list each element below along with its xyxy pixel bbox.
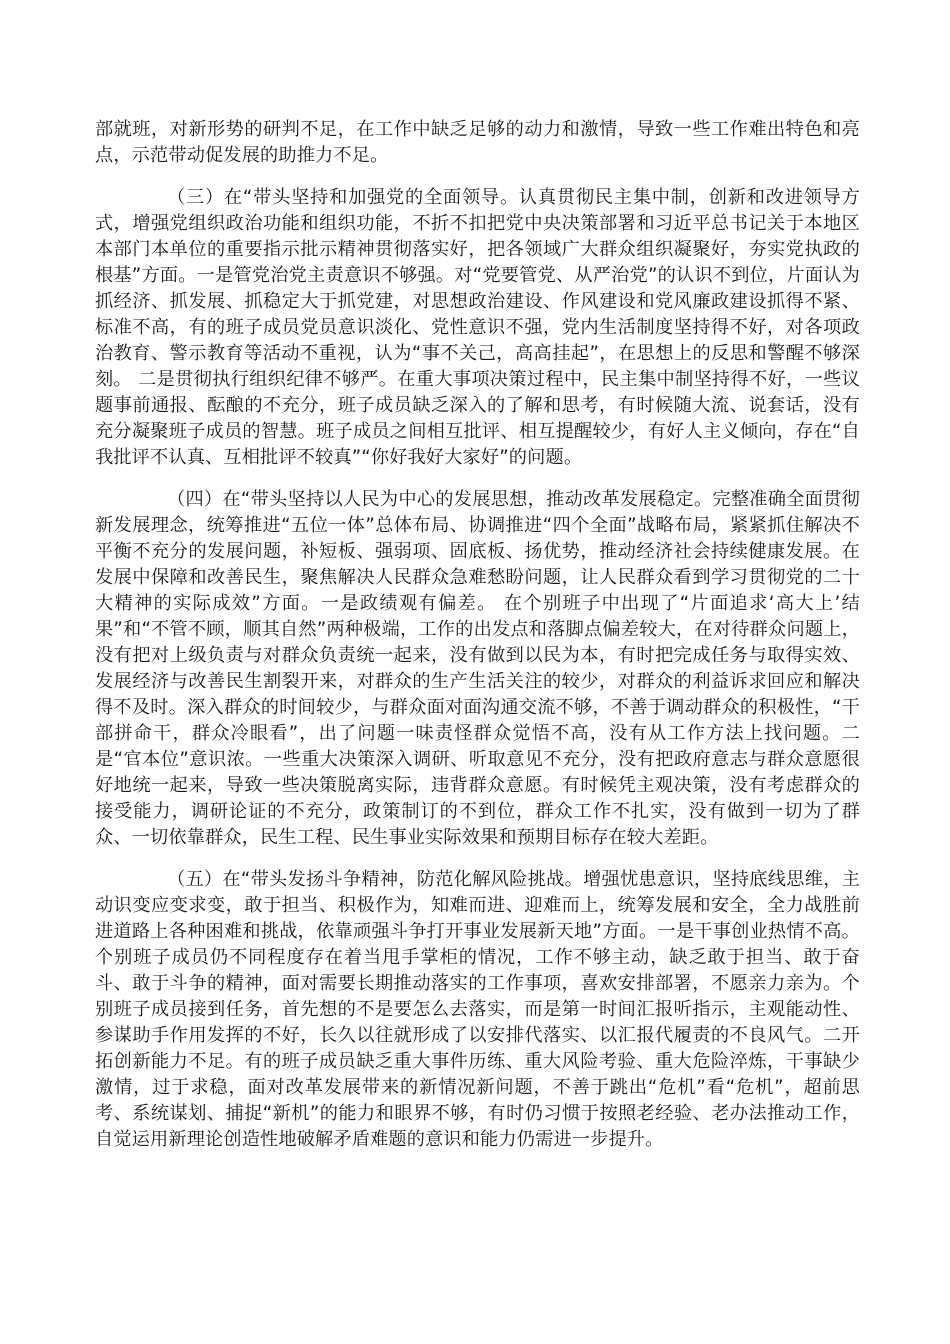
paragraph-section-3: （三）在“带头坚持和加强党的全面领导。认真贯彻民主集中制，创新和改进领导方式，增强党组织政治功能和组织功能，不折不扣把党中央决策部署和习近平总书记关于本地区本部门本单位的重要指示批示精神贯彻落实好，把各领域广大群众组织凝聚好，夯实党执政的根基”方面。一是管党治党主责意识不够强。对“党要管党、从严治党”的认识不到位，片面认为抓经济、抓发展、抓稳定大于抓党建，对思想政治建设、作风建设和党风廉政建设抓得不紧、标准不高，有的班子成员党员意识淡化、党性意识不强，党内生活制度坚持得不好，对各项政治教育、警示教育等活动不重视，认为“事不关己，高高挂起”，在思想上的反思和警醒不够深刻。 二是贯彻执行组织纪律不够严。在重大事项决策过程中，民主集中制坚持得不好，一些议题事前通报、酝酿的不充分，班子成员缺乏深入的了解和思考，有时候随大流、说套话，没有充分凝聚班子成员的智慧。班子成员之间相互批评、相互提醒较少，有好人主义倾向，存在“自我批评不认真、互相批评不较真”“你好我好大家好”的问题。 [95,187,860,468]
document-page [95,117,860,1169]
paragraph-section-4: （四）在“带头坚持以人民为中心的发展思想，推动改革发展稳定。完整准确全面贯彻新发展理念，统筹推进“五位一体”总体布局、协调推进“四个全面”战略布局，紧紧抓住解决不平衡不充分的发展问题，补短板、强弱项、固底板、扬优势，推动经济社会持续健康发展。在发展中保障和改善民生，聚焦解决人民群众急难愁盼问题，让人民群众看到学习贯彻党的二十大精神的实际成效”方面。一是政绩观有偏差。 在个别班子中出现了“片面追求‘高大上’结果”和“不管不顾，顺其自然”两种极端，工作的出发点和落脚点偏差较大，在对待群众问题上，没有把对上级负责与对群众负责统一起来，没有做到以民为本，有时把完成任务与取得实效、发展经济与改善民生割裂开来，对群众的生产生活关注的较少，对群众的利益诉求回应和解决得不及时。深入群众的时间较少，与群众面对面沟通交流不够，不善于调动群众的积极性，“干部拼命干，群众冷眼看”，出了问题一味责怪群众觉悟不高，没有从工作方法上找问题。二是“官本位”意识浓。一些重大决策深入调研、听取意见不充分，没有把政府意志与群众意愿很好地统一起来，导致一些决策脱离实际，违背群众意愿。有时候凭主观决策，没有考虑群众的接受能力，调研论证的不充分，政策制订的不到位，群众工作不扎实，没有做到一切为了群众、一切依靠群众，民生工程、民生事业实际效果和预期目标存在较大差距。 [95,489,860,848]
paragraph-continuation: 部就班，对新形势的研判不足，在工作中缺乏足够的动力和激情，导致一些工作难出特色和亮点，示范带动促发展的助推力不足。 [95,119,860,166]
paragraph-section-5: （五）在“带头发扬斗争精神，防范化解风险挑战。增强忧患意识，坚持底线思维，主动识变应变求变，敢于担当、积极作为，知难而进、迎难而上，统筹发展和安全，全力战胜前进道路上各种困难和挑战，依靠顽强斗争打开事业发展新天地”方面。一是干事创业热情不高。个别班子成员仍不同程度存在着当甩手掌柜的情况，工作不够主动，缺乏敢于担当、敢于奋斗、敢于斗争的精神，面对需要长期推动落实的工作事项，喜欢安排部署，不愿亲力亲为。个别班子成员接到任务，首先想的不是要怎么去落实，而是第一时间汇报听指示，主观能动性、参谋助手作用发挥的不好，长久以往就形成了以安排代落实、以汇报代履责的不良风气。二开拓创新能力不足。有的班子成员缺乏重大事件历练、重大风险考验、重大危险淬炼，干事缺少激情，过于求稳，面对改革发展带来的新情况新问题，不善于跳出“危机”看“危机”，超前思考、系统谋划、捕捉“新机”的能力和眼界不够，有时仍习惯于按照老经验、老办法推动工作，自觉运用新理论创造性地破解矛盾难题的意识和能力仍需进一步提升。 [95,869,860,1150]
